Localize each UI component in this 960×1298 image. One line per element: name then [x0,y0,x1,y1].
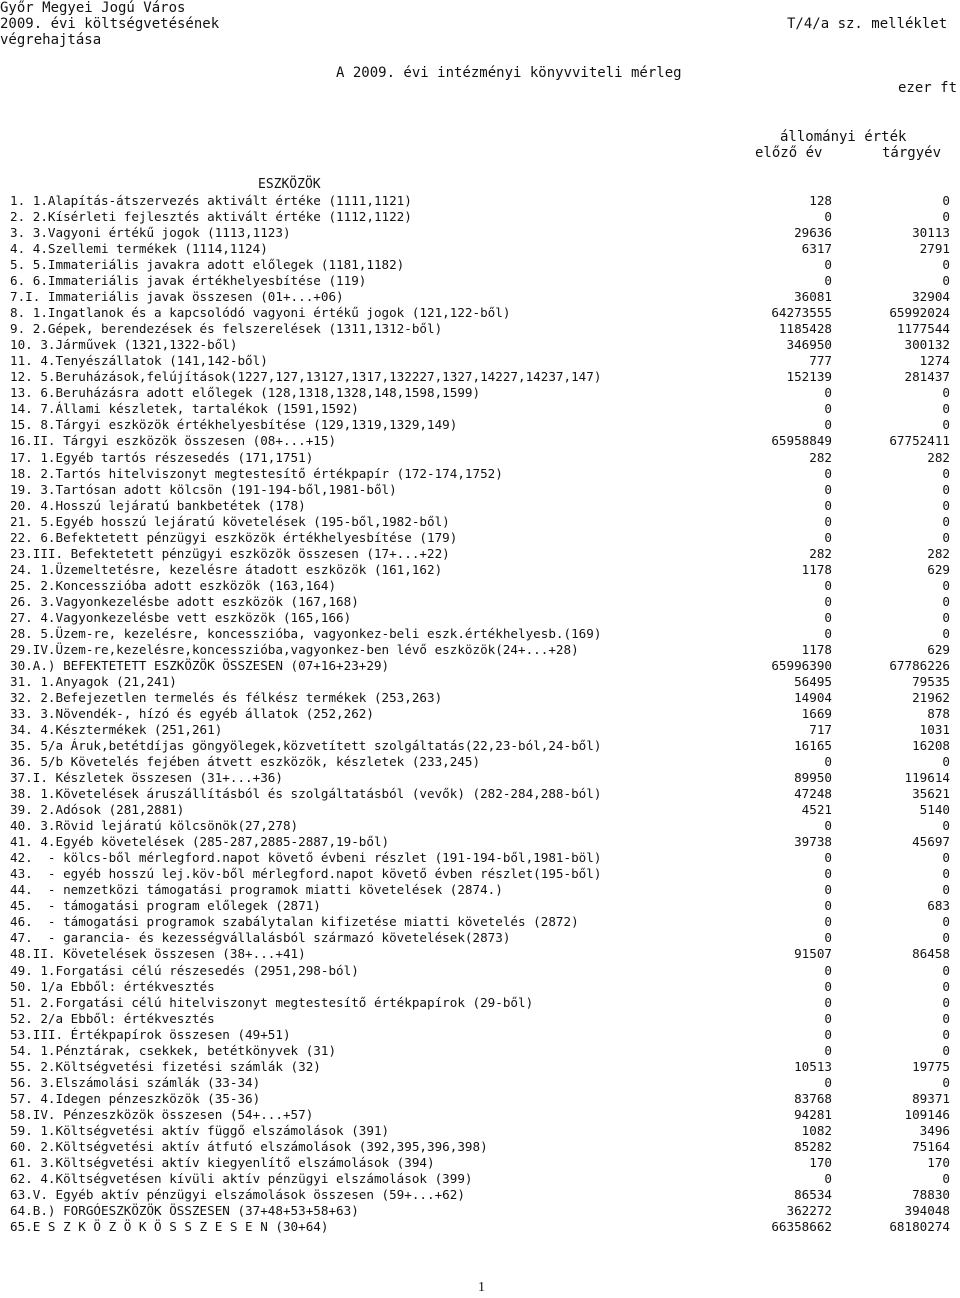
row-label: 65.E S Z K Ö Z Ö K Ö S S Z E S E N (30+64) [10,1219,329,1234]
table-row [10,369,950,385]
row-label: 21. 5.Egyéb hosszú lejáratú követelések (195-ből,1982-ből) [10,513,450,529]
table-row [10,674,950,690]
row-value-prev: 1082 [801,1122,832,1138]
row-label: 19. 3.Tartósan adott kölcsön (191-194-ből,1981-ből) [10,481,397,497]
doc-title-line3: végrehajtása [0,32,102,48]
row-value-prev: 89950 [794,770,832,786]
row-label: 56. 3.Elszámolási számlák (33-34) [10,1074,261,1090]
org-name: Győr Megyei Jogú Város [0,0,186,16]
row-label: 28. 5.Üzem-re, kezelésre, koncesszióba, vagyonkez-beli eszk.értékhelyesb.(169) [10,625,602,641]
row-label: 18. 2.Tartós hitelviszonyt megtestesítő értékpapír (172-174,1752) [10,465,503,481]
table-row [10,1155,950,1171]
row-label: 22. 6.Befektetett pénzügyi eszközök értékhelyesbítése (179) [10,529,458,545]
row-value-prev: 56495 [794,673,832,689]
table-row [10,1107,950,1123]
table-row [10,866,950,882]
row-value-prev: 83768 [794,1090,832,1106]
table-row [10,209,950,225]
row-value-prev: 152139 [786,369,832,385]
table-row [10,754,950,770]
row-label: 13. 6.Beruházásra adott előlegek (128,1318,1328,148,1598,1599) [10,385,481,401]
row-value-prev: 346950 [786,337,832,353]
row-value-curr: 21962 [912,689,950,705]
row-label: 55. 2.Költségvetési fizetési számlák (32) [10,1058,321,1074]
row-value-curr: 109146 [904,1106,950,1122]
row-value-curr: 0 [942,529,950,545]
row-value-curr: 79535 [912,673,950,689]
row-value-prev: 4521 [801,802,832,818]
table-row [10,498,950,514]
section-title: ESZKÖZÖK [258,177,321,192]
row-value-curr: 65992024 [889,305,950,321]
row-value-curr: 68180274 [889,1219,950,1234]
row-value-prev: 0 [824,754,832,770]
row-value-curr: 19775 [912,1058,950,1074]
table-row [10,706,950,722]
table-row [10,433,950,449]
table-row [10,834,950,850]
table-row [10,770,950,786]
row-value-prev: 0 [824,978,832,994]
row-value-curr: 1031 [919,722,950,738]
table-row [10,882,950,898]
row-label: 37.I. Készletek összesen (31+...+36) [10,770,283,786]
table-row [10,1171,950,1187]
row-value-prev: 0 [824,1074,832,1090]
row-label: 26. 3.Vagyonkezelésbe adott eszközök (167,168) [10,593,359,609]
row-label: 59. 1.Költségvetési aktív függő elszámolások (391) [10,1122,390,1138]
row-value-prev: 0 [824,497,832,513]
row-value-curr: 45697 [912,834,950,850]
row-label: 53.III. Értékpapírok összesen (49+51) [10,1026,291,1042]
row-label: 63.V. Egyéb aktív pénzügyi elszámolások összesen (59+...+62) [10,1186,465,1202]
row-value-curr: 394048 [904,1202,950,1218]
row-value-prev: 66358662 [771,1219,832,1234]
row-value-prev: 0 [824,882,832,898]
row-value-prev: 170 [809,1154,832,1170]
row-label: 6. 6.Immateriális javak értékhelyesbítése (119) [10,273,367,289]
row-label: 40. 3.Rövid lejáratú kölcsönök(27,278) [10,818,299,834]
table-row [10,786,950,802]
table-row [10,898,950,914]
row-label: 17. 1.Egyéb tartós részesedés (171,1751) [10,449,314,465]
row-value-curr: 0 [942,401,950,417]
row-value-curr: 629 [927,641,950,657]
row-label: 50. 1/a Ebből: értékvesztés [10,978,215,994]
row-value-prev: 0 [824,1010,832,1026]
row-value-curr: 170 [927,1154,950,1170]
row-label: 10. 3.Járművek (1321,1322-ből) [10,337,238,353]
row-label: 42. - kölcs-ből mérlegford.napot követő évbeni részlet (191-194-ből,1981-böl) [10,850,602,866]
table-row [10,273,950,289]
table-row [10,979,950,995]
row-value-prev: 10513 [794,1058,832,1074]
annex-label: T/4/a sz. melléklet [787,16,948,32]
row-value-prev: 0 [824,898,832,914]
doc-title-line2: 2009. évi költségvetésének [0,16,220,32]
row-value-curr: 0 [942,209,950,225]
row-value-curr: 67786226 [889,657,950,673]
table-row [10,546,950,562]
row-value-prev: 0 [824,1026,832,1042]
row-value-curr: 35621 [912,786,950,802]
row-value-curr: 75164 [912,1138,950,1154]
row-value-curr: 86458 [912,946,950,962]
row-label: 1. 1.Alapítás-átszervezés aktivált értéke (1111,1121) [10,193,412,208]
row-value-curr: 0 [942,866,950,882]
row-label: 38. 1.Követelések áruszállításból és szolgáltatásból (vevők) (282-284,288-ból) [10,786,602,802]
row-value-prev: 1185428 [778,321,832,337]
table-row [10,466,950,482]
table-row [10,995,950,1011]
row-label: 49. 1.Forgatási célú részesedés (2951,298-ból) [10,962,359,978]
row-value-curr: 0 [942,1042,950,1058]
row-value-curr: 629 [927,561,950,577]
column-group-header: állományi érték [780,129,907,145]
row-value-prev: 1178 [801,641,832,657]
row-value-curr: 0 [942,962,950,978]
row-value-prev: 0 [824,257,832,273]
row-value-prev: 94281 [794,1106,832,1122]
row-value-prev: 0 [824,481,832,497]
row-value-curr: 0 [942,465,950,481]
row-value-curr: 119614 [904,770,950,786]
row-value-prev: 128 [809,193,832,208]
row-label: 34. 4.Késztermékek (251,261) [10,722,223,738]
row-value-prev: 14904 [794,689,832,705]
table-row [10,594,950,610]
row-label: 24. 1.Üzemeltetésre, kezelésre átadott eszközök (161,162) [10,561,443,577]
row-value-curr: 300132 [904,337,950,353]
table-row [10,658,950,674]
row-value-curr: 5140 [919,802,950,818]
row-value-curr: 16208 [912,738,950,754]
row-value-prev: 0 [824,962,832,978]
row-value-prev: 1178 [801,561,832,577]
row-value-prev: 0 [824,209,832,225]
row-label: 20. 4.Hosszú lejáratú bankbetétek (178) [10,497,306,513]
row-value-prev: 86534 [794,1186,832,1202]
row-label: 41. 4.Egyéb követelések (285-287,2885-2887,19-ből) [10,834,390,850]
row-value-curr: 1274 [919,353,950,369]
table-row [10,802,950,818]
row-label: 5. 5.Immateriális javakra adott előlegek (1181,1182) [10,257,405,273]
row-value-prev: 36081 [794,289,832,305]
row-label: 33. 3.Növendék-, hízó és egyéb állatok (252,262) [10,706,374,721]
row-value-prev: 0 [824,609,832,625]
row-label: 36. 5/b Követelés fejében átvett eszközök, készletek (233,245) [10,754,481,770]
table-row [10,930,950,946]
table-row [10,417,950,433]
row-value-curr: 0 [942,818,950,834]
table-row [10,257,950,273]
row-label: 60. 2.Költségvetési aktív átfutó elszámolások (392,395,396,398) [10,1138,488,1154]
row-label: 31. 1.Anyagok (21,241) [10,673,177,689]
row-value-curr: 282 [927,545,950,561]
row-label: 30.A.) BEFEKTETETT ESZKÖZÖK ÖSSZESEN (07+16+23+29) [10,657,390,673]
row-value-curr: 0 [942,754,950,770]
table-row [10,1187,950,1203]
row-value-prev: 0 [824,417,832,433]
row-label: 4. 4.Szellemi termékek (1114,1124) [10,241,268,257]
row-label: 8. 1.Ingatlanok és a kapcsolódó vagyoni értékű jogok (121,122-ből) [10,305,511,321]
row-value-prev: 0 [824,818,832,834]
row-value-curr: 0 [942,609,950,625]
row-value-prev: 362272 [786,1202,832,1218]
row-value-prev: 0 [824,529,832,545]
row-label: 23.III. Befektetett pénzügyi eszközök összesen (17+...+22) [10,545,450,561]
row-value-curr: 0 [942,577,950,593]
table-row [10,289,950,305]
table-row [10,1059,950,1075]
row-value-curr: 0 [942,497,950,513]
row-value-prev: 65996390 [771,657,832,673]
table-row [10,1027,950,1043]
unit-label: ezer ft [898,80,958,96]
row-value-curr: 1177544 [896,321,950,337]
row-label: 43. - egyéb hosszú lej.köv-ből mérlegford.napot követő évben részlet(195-ből) [10,866,602,882]
row-label: 29.IV.Üzem-re,kezelésre,koncesszióba,vagyonkez-ben lévő eszközök(24+...+28) [10,641,579,657]
table-row [10,450,950,466]
row-value-prev: 0 [824,273,832,289]
table-row [10,850,950,866]
row-value-prev: 777 [809,353,832,369]
row-value-prev: 85282 [794,1138,832,1154]
table-row [10,321,950,337]
row-value-prev: 282 [809,449,832,465]
table-row [10,193,950,209]
table-row [10,353,950,369]
row-value-prev: 6317 [801,241,832,257]
row-value-curr: 878 [927,706,950,721]
row-label: 39. 2.Adósok (281,2881) [10,802,185,818]
row-label: 44. - nemzetközi támogatási programok miatti követelések (2874.) [10,882,503,898]
row-label: 52. 2/a Ebből: értékvesztés [10,1010,215,1026]
row-value-prev: 0 [824,385,832,401]
row-value-curr: 0 [942,978,950,994]
column-header-curr: tárgyév [882,145,942,161]
row-value-curr: 0 [942,625,950,641]
row-label: 62. 4.Költségvetésen kívüli aktív pénzügyi elszámolások (399) [10,1170,473,1186]
row-value-curr: 0 [942,994,950,1010]
row-label: 15. 8.Tárgyi eszközök értékhelyesbítése (129,1319,1329,149) [10,417,458,433]
row-value-curr: 0 [942,481,950,497]
table-row [10,1043,950,1059]
row-value-curr: 683 [927,898,950,914]
table-row [10,963,950,979]
row-value-prev: 0 [824,513,832,529]
table-row [10,610,950,626]
row-value-curr: 67752411 [889,433,950,449]
table-row [10,914,950,930]
row-label: 3. 3.Vagyoni értékű jogok (1113,1123) [10,225,291,241]
page-number: 1 [478,1280,485,1295]
table-row [10,305,950,321]
row-value-curr: 0 [942,1010,950,1026]
row-label: 51. 2.Forgatási célú hitelviszonyt megtestesítő értékpapírok (29-ből) [10,994,534,1010]
row-value-curr: 32904 [912,289,950,305]
row-value-prev: 0 [824,401,832,417]
table-row [10,530,950,546]
table-row [10,1123,950,1139]
row-value-prev: 282 [809,545,832,561]
row-label: 61. 3.Költségvetési aktív kiegyenlítő elszámolások (394) [10,1154,435,1170]
row-value-prev: 0 [824,866,832,882]
row-value-curr: 0 [942,257,950,273]
row-value-curr: 78830 [912,1186,950,1202]
row-label: 47. - garancia- és kezességvállalásból származó követelések(2873) [10,930,511,946]
row-value-curr: 0 [942,850,950,866]
row-value-prev: 64273555 [771,305,832,321]
row-value-curr: 30113 [912,225,950,241]
row-label: 46. - támogatási programok szabálytalan kifizetése miatti követelés (2872) [10,914,579,930]
row-value-prev: 0 [824,994,832,1010]
table-row [10,626,950,642]
row-value-curr: 2791 [919,241,950,257]
table-row [10,690,950,706]
row-value-curr: 3496 [919,1122,950,1138]
page-title: A 2009. évi intézményi könyvviteli mérleg [336,65,682,81]
row-label: 11. 4.Tenyészállatok (141,142-ből) [10,353,268,369]
row-value-curr: 0 [942,930,950,946]
row-value-prev: 91507 [794,946,832,962]
row-value-prev: 0 [824,577,832,593]
row-label: 16.II. Tárgyi eszközök összesen (08+...+15) [10,433,337,449]
table-row [10,562,950,578]
row-label: 7.I. Immateriális javak összesen (01+...+06) [10,289,344,305]
row-label: 48.II. Követelések összesen (38+...+41) [10,946,306,962]
row-value-curr: 0 [942,385,950,401]
row-value-curr: 0 [942,593,950,609]
row-value-curr: 0 [942,1170,950,1186]
row-value-prev: 0 [824,465,832,481]
row-label: 54. 1.Pénztárak, csekkek, betétkönyvek (31) [10,1042,337,1058]
table-row [10,1091,950,1107]
table-row [10,578,950,594]
row-value-curr: 0 [942,882,950,898]
row-value-curr: 0 [942,273,950,289]
row-value-prev: 65958849 [771,433,832,449]
row-label: 2. 2.Kísérleti fejlesztés aktivált értéke (1112,1122) [10,209,412,225]
table-row [10,1139,950,1155]
table-row [10,225,950,241]
row-value-curr: 89371 [912,1090,950,1106]
row-value-prev: 16165 [794,738,832,754]
row-value-prev: 0 [824,914,832,930]
table-row [10,946,950,962]
row-value-curr: 281437 [904,369,950,385]
table-row [10,385,950,401]
row-value-curr: 0 [942,193,950,208]
row-value-prev: 0 [824,1042,832,1058]
row-value-curr: 0 [942,513,950,529]
row-value-prev: 0 [824,625,832,641]
row-label: 32. 2.Befejezetlen termelés és félkész termékek (253,263) [10,689,443,705]
table-row [10,1011,950,1027]
row-value-prev: 0 [824,930,832,946]
column-header-prev: előző év [755,145,823,161]
table-row [10,642,950,658]
table-row [10,482,950,498]
row-label: 9. 2.Gépek, berendezések és felszerelések (1311,1312-ből) [10,321,443,337]
row-value-prev: 1669 [801,706,832,721]
row-label: 45. - támogatási program előlegek (2871) [10,898,321,914]
table-row [10,401,950,417]
row-value-prev: 47248 [794,786,832,802]
row-value-curr: 0 [942,1074,950,1090]
row-label: 35. 5/a Áruk,betétdíjas göngyölegek,közvetített szolgáltatás(22,23-ból,24-ből) [10,738,602,754]
row-value-prev: 29636 [794,225,832,241]
row-label: 64.B.) FORGÓESZKÖZÖK ÖSSZESEN (37+48+53+58+63) [10,1202,359,1218]
table-row [10,1219,950,1235]
balance-table [10,193,950,1235]
row-label: 57. 4.Idegen pénzeszközök (35-36) [10,1090,261,1106]
row-label: 58.IV. Pénzeszközök összesen (54+...+57) [10,1106,314,1122]
row-value-prev: 0 [824,593,832,609]
row-label: 14. 7.Állami készletek, tartalékok (1591,1592) [10,401,359,417]
table-row [10,337,950,353]
row-value-prev: 0 [824,1170,832,1186]
row-value-curr: 0 [942,417,950,433]
row-value-prev: 0 [824,850,832,866]
row-value-curr: 0 [942,914,950,930]
row-value-prev: 717 [809,722,832,738]
table-row [10,1203,950,1219]
table-row [10,818,950,834]
row-value-prev: 39738 [794,834,832,850]
row-value-curr: 0 [942,1026,950,1042]
row-label: 25. 2.Koncesszióba adott eszközök (163,164) [10,577,337,593]
table-row [10,738,950,754]
table-row [10,1075,950,1091]
table-row [10,241,950,257]
row-label: 27. 4.Vagyonkezelésbe vett eszközök (165,166) [10,609,352,625]
table-row [10,514,950,530]
row-value-curr: 282 [927,449,950,465]
row-label: 12. 5.Beruházások,felújítások(1227,127,13127,1317,132227,1327,14227,14237,147) [10,369,602,385]
table-row [10,722,950,738]
